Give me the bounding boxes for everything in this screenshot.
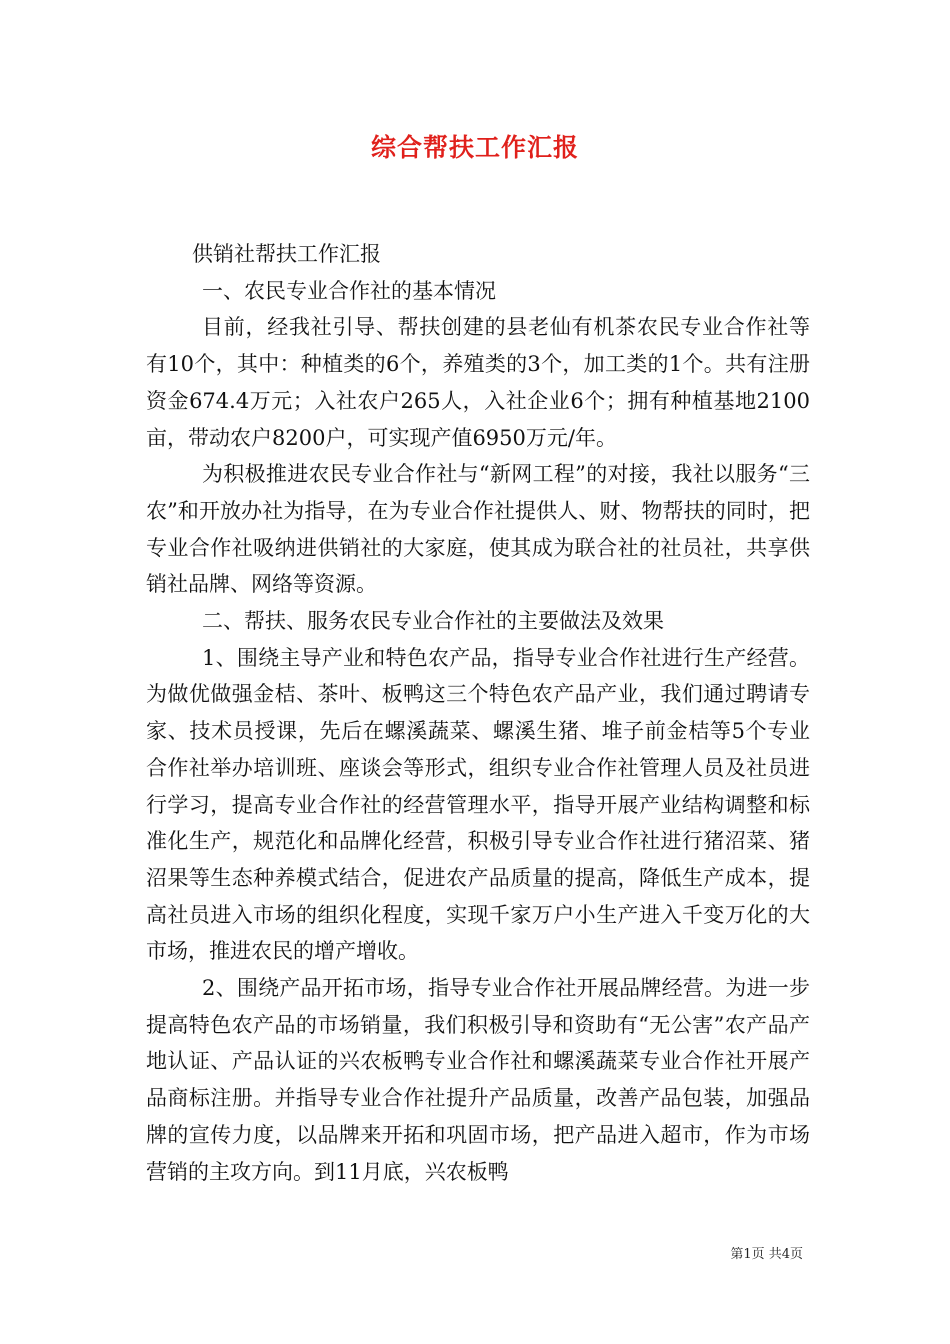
section-heading-1: 一、农民专业合作社的基本情况 xyxy=(202,278,496,303)
document-subtitle: 供销社帮扶工作汇报 xyxy=(192,242,381,266)
paragraph-2: 为积极推进农民专业合作社与“新网工程”的对接，我社以服务“三农”和开放办社为指导，在为专业合作社提供人、财、物帮扶的同时，把专业合作社吸纳进供销社的大家庭，使其成为联合社的社员社，共享供销社品牌、网络等资源。 xyxy=(146,462,810,597)
section-heading-2: 二、帮扶、服务农民专业合作社的主要做法及效果 xyxy=(202,609,664,634)
paragraph-3: 1、围绕主导产业和特色农产品，指导专业合作社进行生产经营。为做优做强金桔、茶叶、板鸭这三个特色农产品产业，我们通过聘请专家、技术员授课，先后在螺溪蔬菜、螺溪生猪、堆子前金桔等5个专业合作社举办培训班、座谈会等形式，组织专业合作社管理人员及社员进行学习，提高专业合作社的经营管理水平，指导开展产业结构调整和标准化生产，规范化和品牌化经营，积极引导专业合作社进行猪沼菜、猪沼果等生态种养模式结合，促进农产品质量的提高，降低生产成本，提高社员进入市场的组织化程度，实现千家万户小生产进入千变万化的大市场，推进农民的增产增收。 xyxy=(146,645,810,964)
document-body xyxy=(146,236,810,1190)
paragraph-4: 2、围绕产品开拓市场，指导专业合作社开展品牌经营。为进一步提高特色农产品的市场销量，我们积极引导和资助有“无公害”农产品产地认证、产品认证的兴农板鸭专业合作社和螺溪蔬菜专业合作社开展产品商标注册。并指导专业合作社提升产品质量，改善产品包装，加强品牌的宣传力度，以品牌来开拓和巩固市场，把产品进入超市，作为市场营销的主攻方向。到11月底，兴农板鸭 xyxy=(146,976,810,1184)
paragraph-1: 目前，经我社引导、帮扶创建的县老仙有机茶农民专业合作社等有10个，其中：种植类的6个，养殖类的3个，加工类的1个。共有注册资金674.4万元；入社农户265人，入社企业6个；拥有种植基地2100亩，带动农户8200户，可实现产值6950万元/年。 xyxy=(146,315,810,450)
document-title: 综合帮扶工作汇报 xyxy=(370,133,579,162)
page-number: 第1页 共4页 xyxy=(730,1247,803,1262)
